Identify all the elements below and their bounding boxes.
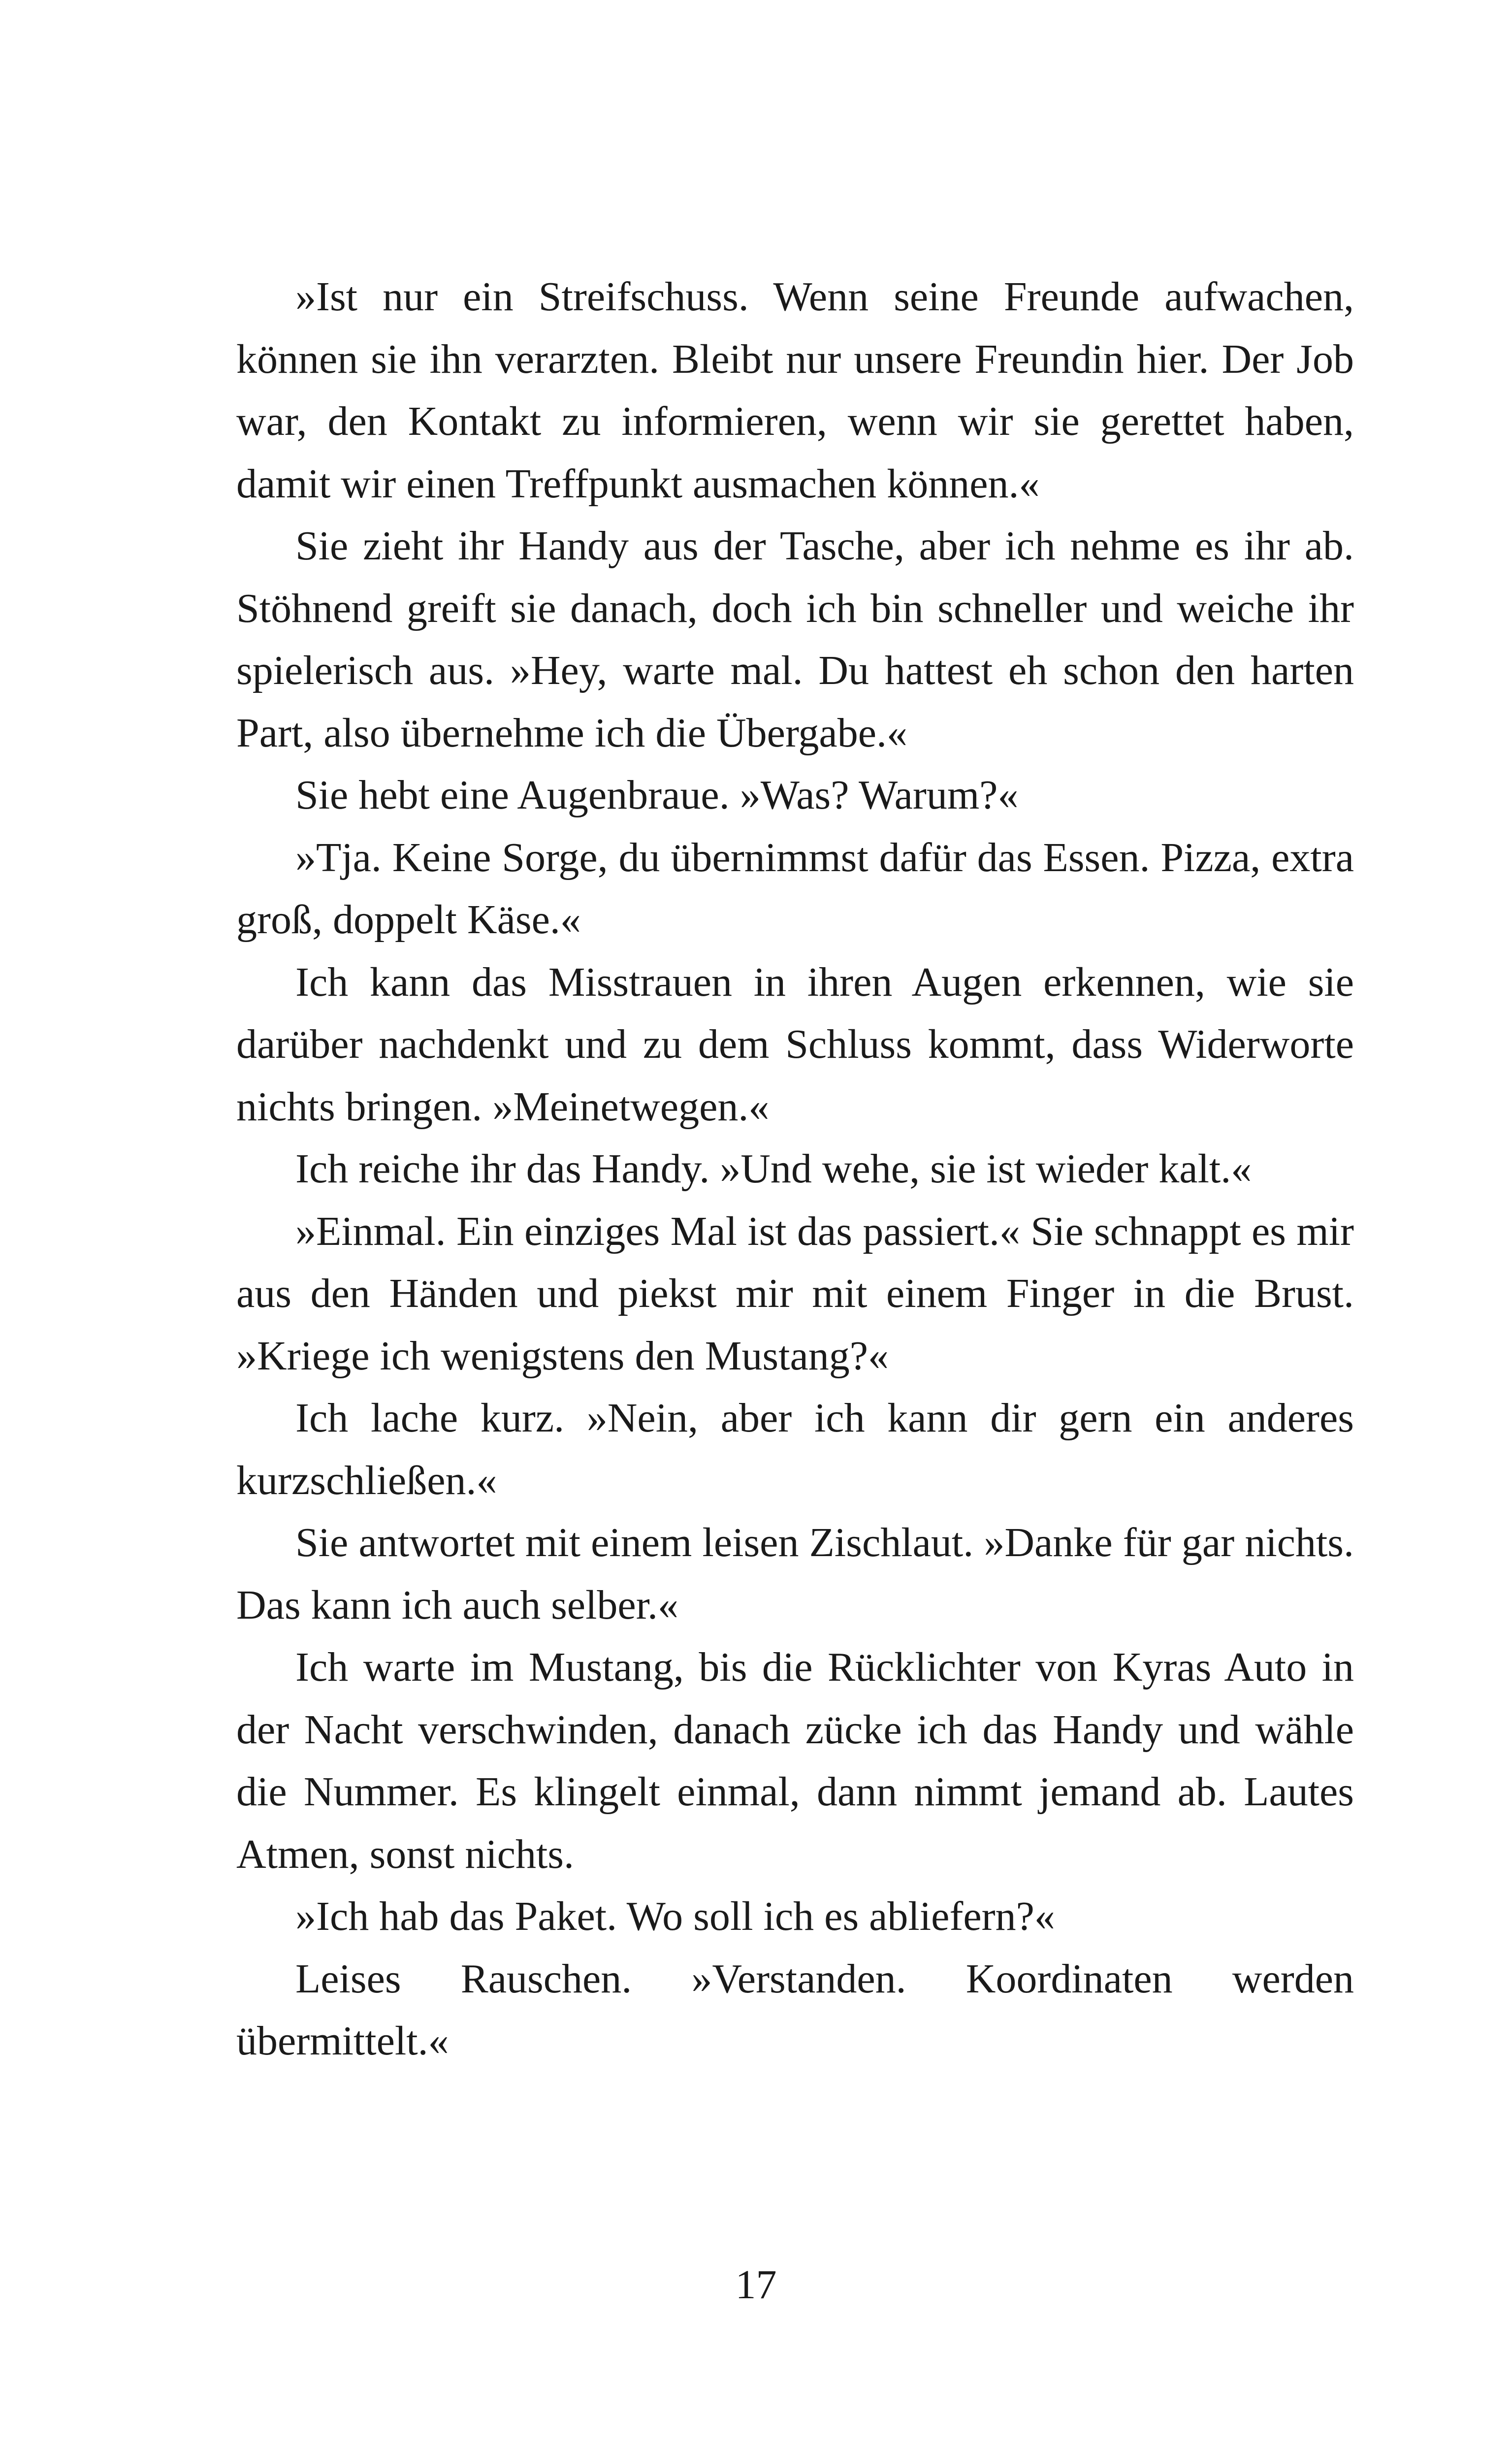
paragraph: »Ich hab das Paket. Wo soll ich es abliefern?« bbox=[295, 1893, 1055, 1939]
paragraph: »Ist nur ein Streifschuss. Wenn seine Freunde aufwachen, können sie ihn verarzten. Bleibt nur unsere Freundin hier. Der Job war, den Kontakt zu informieren, wenn wir sie gerettet haben, damit wir einen Treffpunkt ausmachen können.« bbox=[236, 274, 1354, 507]
paragraph: »Einmal. Ein einziges Mal ist das passiert.« Sie schnappt es mir aus den Händen und piekst mir mit einem Finger in die Brust. »Kriege ich wenigstens den Mustang?« bbox=[236, 1208, 1354, 1379]
paragraph: Ich kann das Misstrauen in ihren Augen erkennen, wie sie darüber nachdenkt und zu dem Schluss kommt, dass Widerworte nichts bringen. »Meinetwegen.« bbox=[236, 959, 1354, 1130]
paragraph: Ich warte im Mustang, bis die Rücklichter von Kyras Auto in der Nacht verschwinden, danach zücke ich das Handy und wähle die Nummer. Es klingelt einmal, dann nimmt jemand ab. Lautes Atmen, sonst nichts. bbox=[236, 1644, 1354, 1877]
paragraph: »Tja. Keine Sorge, du übernimmst dafür das Essen. Pizza, extra groß, doppelt Käse.« bbox=[236, 834, 1354, 943]
paragraph: Sie antwortet mit einem leisen Zischlaut. »Danke für gar nichts. Das kann ich auch selber.« bbox=[236, 1520, 1354, 1628]
paragraph: Sie zieht ihr Handy aus der Tasche, aber ich nehme es ihr ab. Stöhnend greift sie danach, doch ich bin schneller und weiche ihr spielerisch aus. »Hey, warte mal. Du hattest eh schon den harten Part, also übernehme ich die Übergabe.« bbox=[236, 523, 1354, 756]
paragraph: Sie hebt eine Augenbraue. »Was? Warum?« bbox=[295, 772, 1019, 818]
paragraph: Ich lache kurz. »Nein, aber ich kann dir gern ein anderes kurzschließen.« bbox=[236, 1395, 1354, 1503]
paragraph: Ich reiche ihr das Handy. »Und wehe, sie ist wieder kalt.« bbox=[295, 1146, 1252, 1192]
page-number: 17 bbox=[735, 2262, 777, 2308]
paragraph: Leises Rauschen. »Verstanden. Koordinaten werden übermittelt.« bbox=[236, 1955, 1354, 2064]
body-text bbox=[236, 266, 1354, 2073]
